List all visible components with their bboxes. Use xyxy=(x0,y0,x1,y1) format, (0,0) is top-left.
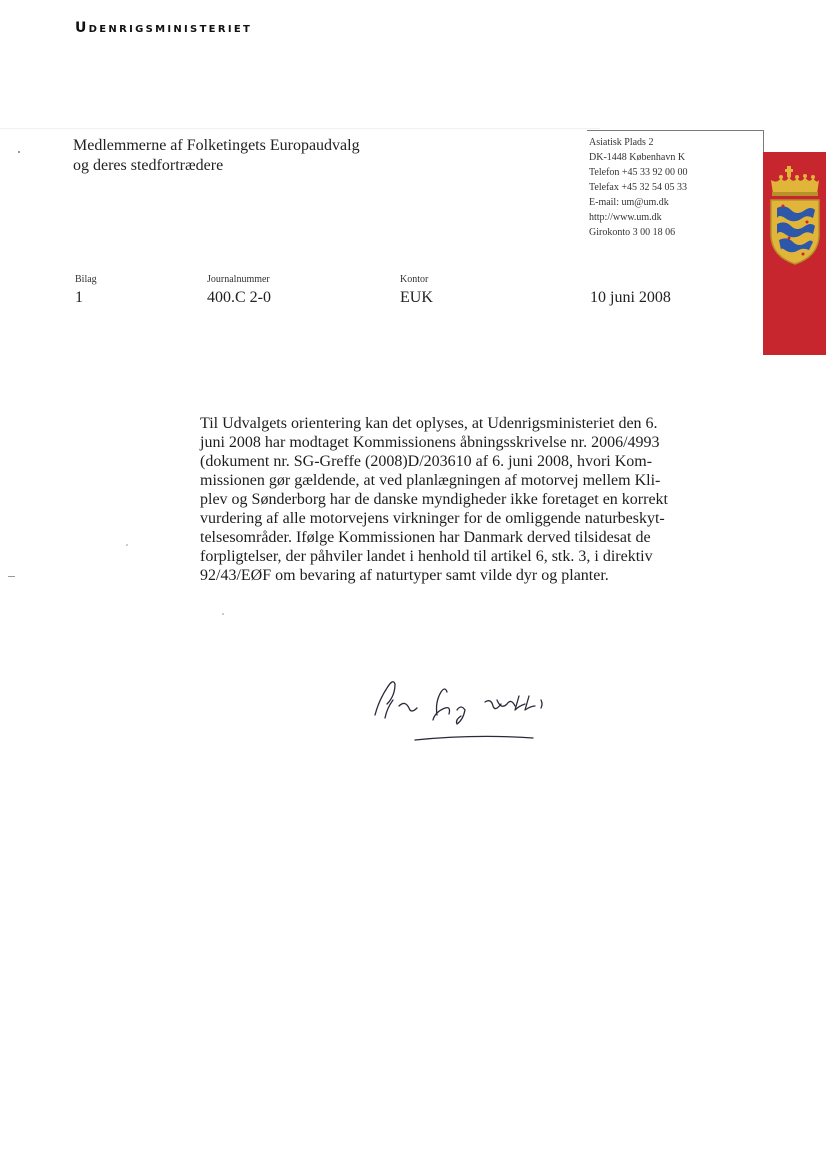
address-phone: Telefon +45 33 92 00 00 xyxy=(589,167,688,178)
recipient-block xyxy=(73,136,360,176)
recipient-line: og deres stedfortrædere xyxy=(73,157,224,174)
journal-value: 400.C 2-0 xyxy=(207,289,271,306)
scan-speck xyxy=(18,151,20,153)
address-city: DK-1448 København K xyxy=(589,152,686,163)
scan-speck xyxy=(126,544,128,546)
bilag-label: Bilag xyxy=(75,274,97,285)
body-line: plev og Sønderborg har de danske myndigheder ikke foretaget en korrekt xyxy=(200,491,668,508)
address-divider xyxy=(587,130,763,131)
crown-icon xyxy=(771,166,819,196)
body-line: forpligtelser, der påhviler landet i henhold til artikel 6, stk. 3, i direktiv xyxy=(200,548,653,565)
address-corner-line xyxy=(763,130,764,152)
scan-speck xyxy=(8,576,15,577)
journal-label: Journalnummer xyxy=(207,274,270,285)
office-value: EUK xyxy=(400,289,433,306)
body-line: telsesområder. Ifølge Kommissionen har Danmark derved tilsidesat de xyxy=(200,529,651,546)
handwritten-signature xyxy=(365,660,575,745)
sender-address xyxy=(589,135,688,240)
scan-speck xyxy=(222,613,224,615)
address-website: http://www.um.dk xyxy=(589,212,662,223)
shield-icon xyxy=(771,200,819,264)
letter-body xyxy=(200,414,730,585)
letter-date: 10 juni 2008 xyxy=(590,289,671,306)
body-line: Til Udvalgets orientering kan det oplyses, at Udenrigsministeriet den 6. xyxy=(200,415,658,432)
address-email: E-mail: um@um.dk xyxy=(589,197,669,208)
recipient-line: Medlemmerne af Folketingets Europaudvalg xyxy=(73,137,360,154)
bilag-value: 1 xyxy=(75,289,83,306)
header-divider xyxy=(0,128,600,129)
body-line: 92/43/EØF om bevaring af naturtyper samt vilde dyr og planter. xyxy=(200,567,609,584)
address-street: Asiatisk Plads 2 xyxy=(589,137,654,148)
address-giro: Girokonto 3 00 18 06 xyxy=(589,227,676,238)
address-fax: Telefax +45 32 54 05 33 xyxy=(589,182,687,193)
ministry-name: Udenrigsministeriet xyxy=(75,20,253,36)
coat-of-arms-icon xyxy=(767,164,823,268)
body-line: vurdering af alle motorvejens virkninger for de omliggende naturbeskyt- xyxy=(200,510,665,527)
body-line: (dokument nr. SG-Greffe (2008)D/203610 af 6. juni 2008, hvori Kom- xyxy=(200,453,653,470)
body-line: juni 2008 har modtaget Kommissionens åbningsskrivelse nr. 2006/4993 xyxy=(200,434,660,451)
body-line: missionen gør gældende, at ved planlægningen af motorvej mellem Kli- xyxy=(200,472,661,489)
office-label: Kontor xyxy=(400,274,429,285)
